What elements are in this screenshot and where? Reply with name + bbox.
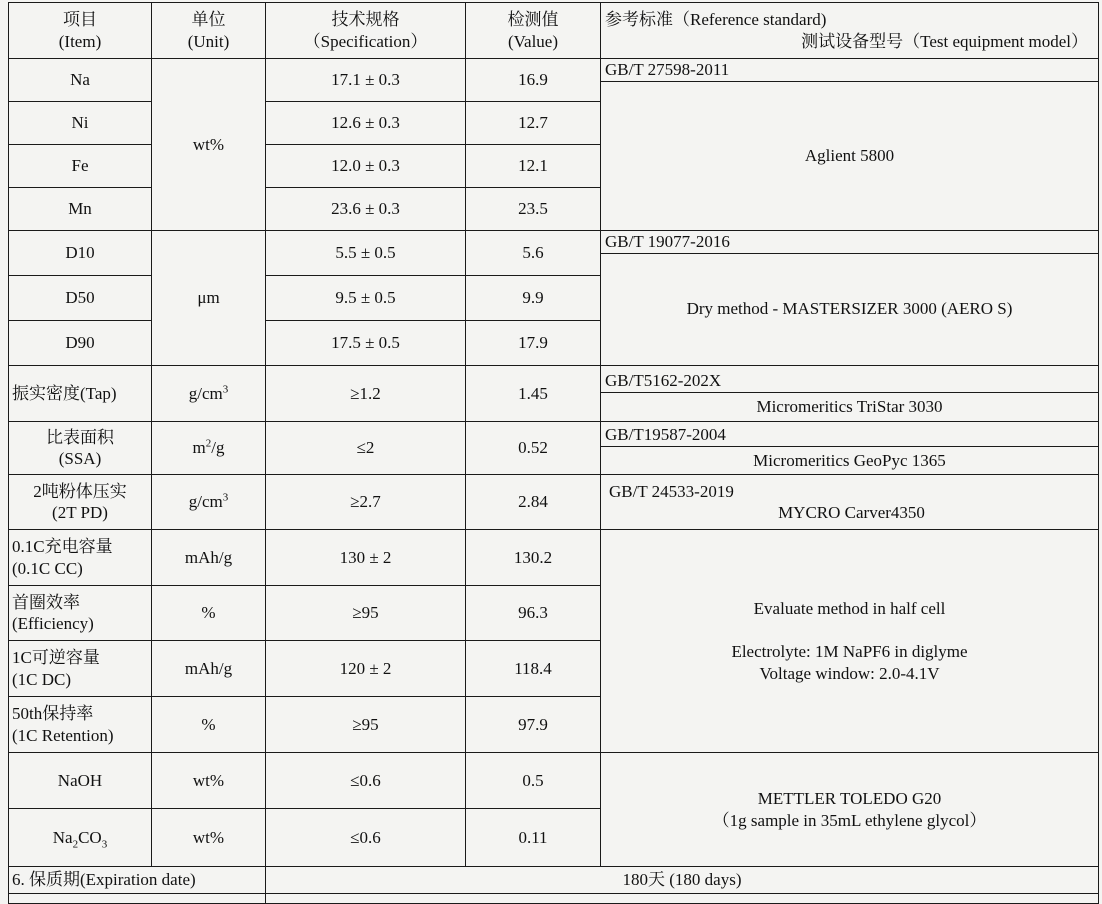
equipment-text: Dry method - MASTERSIZER 3000 (AERO S) [686,299,1013,319]
value-cell: 96.3 [466,586,601,641]
item-cell [9,586,152,641]
unit-sup: 3 [222,383,229,396]
table-row [9,366,1099,422]
item-en: (2T PD) [52,503,108,522]
item-zh: 0.1C充电容量 [12,537,113,557]
item-cell [9,530,152,586]
standard-text: GB/T 24533-2019 [609,481,734,501]
spec-cell: 17.5 ± 0.5 [266,321,466,366]
value-cell: 23.5 [466,188,601,231]
spec-cell: 9.5 ± 0.5 [266,276,466,321]
standard-text: GB/T 27598-2011 [601,59,1098,82]
item-zh: 首圈效率 [12,592,80,612]
voltage-text: Voltage window: 2.0-4.1V [759,663,940,683]
value-cell: 17.9 [466,321,601,366]
spec-cell: ≥1.2 [266,366,466,422]
specification-table [8,2,1099,904]
unit-base: m [192,438,206,458]
header-value-zh: 检测值 [507,10,559,30]
header-unit [152,3,266,59]
header-row [9,3,1099,59]
item-en: (1C Retention) [12,725,114,745]
expiration-row [9,867,1099,894]
table-row [9,59,1099,102]
unit-cell: mAh/g [152,530,266,586]
table-row [9,530,1099,586]
spec-cell: 120 ± 2 [266,641,466,697]
unit-cell: μm [152,231,266,366]
header-spec-en: （Specification） [303,31,428,51]
item-cell: D90 [9,321,152,366]
equipment-text: Aglient 5800 [804,146,895,166]
unit-cell [152,422,266,475]
reference-cell [601,422,1099,475]
formula-part: Na [52,827,73,847]
item-cell: Na [9,59,152,102]
item-zh: 比表面积 [46,427,114,447]
spec-cell: 12.6 ± 0.3 [266,102,466,145]
item-cell: Mn [9,188,152,231]
item-cell: Fe [9,145,152,188]
item-en: (Efficiency) [12,614,94,633]
item-cell: 振实密度(Tap) [9,366,152,422]
spec-cell: ≥95 [266,697,466,753]
unit-base: g/cm [188,492,223,512]
unit-cell [152,366,266,422]
standard-text: GB/T 19077-2016 [601,231,1098,254]
header-ref-line2: 测试设备型号（Test equipment model） [801,31,1088,51]
header-value-en: (Value) [507,31,559,51]
reference-cell [601,753,1099,867]
item-cell: NaOH [9,753,152,809]
header-unit-zh: 单位 [191,10,226,30]
item-cell: D10 [9,231,152,276]
equipment-text: Micromeritics GeoPyc 1365 [753,451,946,471]
header-value [466,3,601,59]
header-spec [266,3,466,59]
value-cell: 130.2 [466,530,601,586]
header-item-en: (Item) [58,31,102,51]
formula-sub: 2 [72,838,79,851]
standard-text: GB/T5162-202X [601,370,1098,393]
table-row-partial [9,894,1099,904]
value-cell: 0.11 [466,809,601,867]
reference-cell [601,475,1099,530]
electrolyte-text: Electrolyte: 1M NaPF6 in diglyme [731,642,968,662]
equipment-text: Micromeritics TriStar 3030 [756,396,943,416]
expiration-value: 180天 (180 days) [266,867,1099,894]
item-zh: 1C可逆容量 [12,648,100,668]
spec-cell: ≥95 [266,586,466,641]
spacer [605,619,1094,641]
spec-cell: 130 ± 2 [266,530,466,586]
value-cell: 118.4 [466,641,601,697]
item-cell [9,697,152,753]
unit-cell: mAh/g [152,641,266,697]
spec-cell: 17.1 ± 0.3 [266,59,466,102]
table-row [9,753,1099,809]
spec-cell: 23.6 ± 0.3 [266,188,466,231]
header-item [9,3,152,59]
table-row [9,422,1099,475]
formula-sub: 3 [101,838,108,851]
item-en: (0.1C CC) [12,558,83,578]
item-cell: D50 [9,276,152,321]
spec-cell: ≤2 [266,422,466,475]
header-unit-en: (Unit) [187,31,230,51]
value-cell: 5.6 [466,231,601,276]
unit-tail: /g [211,438,225,458]
partial-cell [266,894,1099,904]
unit-cell: wt% [152,753,266,809]
header-spec-zh: 技术规格 [331,10,400,30]
item-cell [9,475,152,530]
standard-text: GB/T19587-2004 [601,424,1098,447]
unit-cell [152,475,266,530]
expiration-label: 6. 保质期(Expiration date) [9,867,266,894]
table-row [9,231,1099,276]
value-cell: 12.7 [466,102,601,145]
equipment-text: METTLER TOLEDO G20 [757,789,942,809]
item-en: (1C DC) [12,669,72,689]
unit-base: g/cm [188,383,223,403]
reference-cell [601,366,1099,422]
unit-cell: wt% [152,59,266,231]
item-zh: 2吨粉体压实 [33,481,127,501]
item-cell [9,422,152,475]
spec-cell: ≤0.6 [266,753,466,809]
spec-cell: 5.5 ± 0.5 [266,231,466,276]
unit-sup: 2 [205,437,212,450]
value-cell: 0.5 [466,753,601,809]
value-cell: 9.9 [466,276,601,321]
partial-cell [9,894,266,904]
value-cell: 12.1 [466,145,601,188]
header-item-zh: 项目 [63,10,97,30]
header-reference [601,3,1099,59]
formula-part: CO [78,827,102,847]
value-cell: 1.45 [466,366,601,422]
unit-sup: 3 [222,491,229,504]
value-cell: 2.84 [466,475,601,530]
spec-cell: ≤0.6 [266,809,466,867]
item-cell: Ni [9,102,152,145]
unit-cell: % [152,697,266,753]
item-en: (SSA) [58,449,102,468]
spec-cell: 12.0 ± 0.3 [266,145,466,188]
method-text: Evaluate method in half cell [753,599,946,619]
reference-cell [601,530,1099,753]
value-cell: 16.9 [466,59,601,102]
item-cell [9,809,152,867]
item-cell [9,641,152,697]
item-zh: 50th保持率 [12,704,94,724]
header-ref-line1: 参考标准（Reference standard) [605,10,827,30]
reference-cell [601,231,1099,366]
note-text: （1g sample in 35mL ethylene glycol） [712,810,987,830]
value-cell: 0.52 [466,422,601,475]
unit-cell: wt% [152,809,266,867]
table-row [9,475,1099,530]
equipment-text: MYCRO Carver4350 [778,503,925,522]
spec-cell: ≥2.7 [266,475,466,530]
value-cell: 97.9 [466,697,601,753]
reference-cell [601,59,1099,231]
unit-cell: % [152,586,266,641]
